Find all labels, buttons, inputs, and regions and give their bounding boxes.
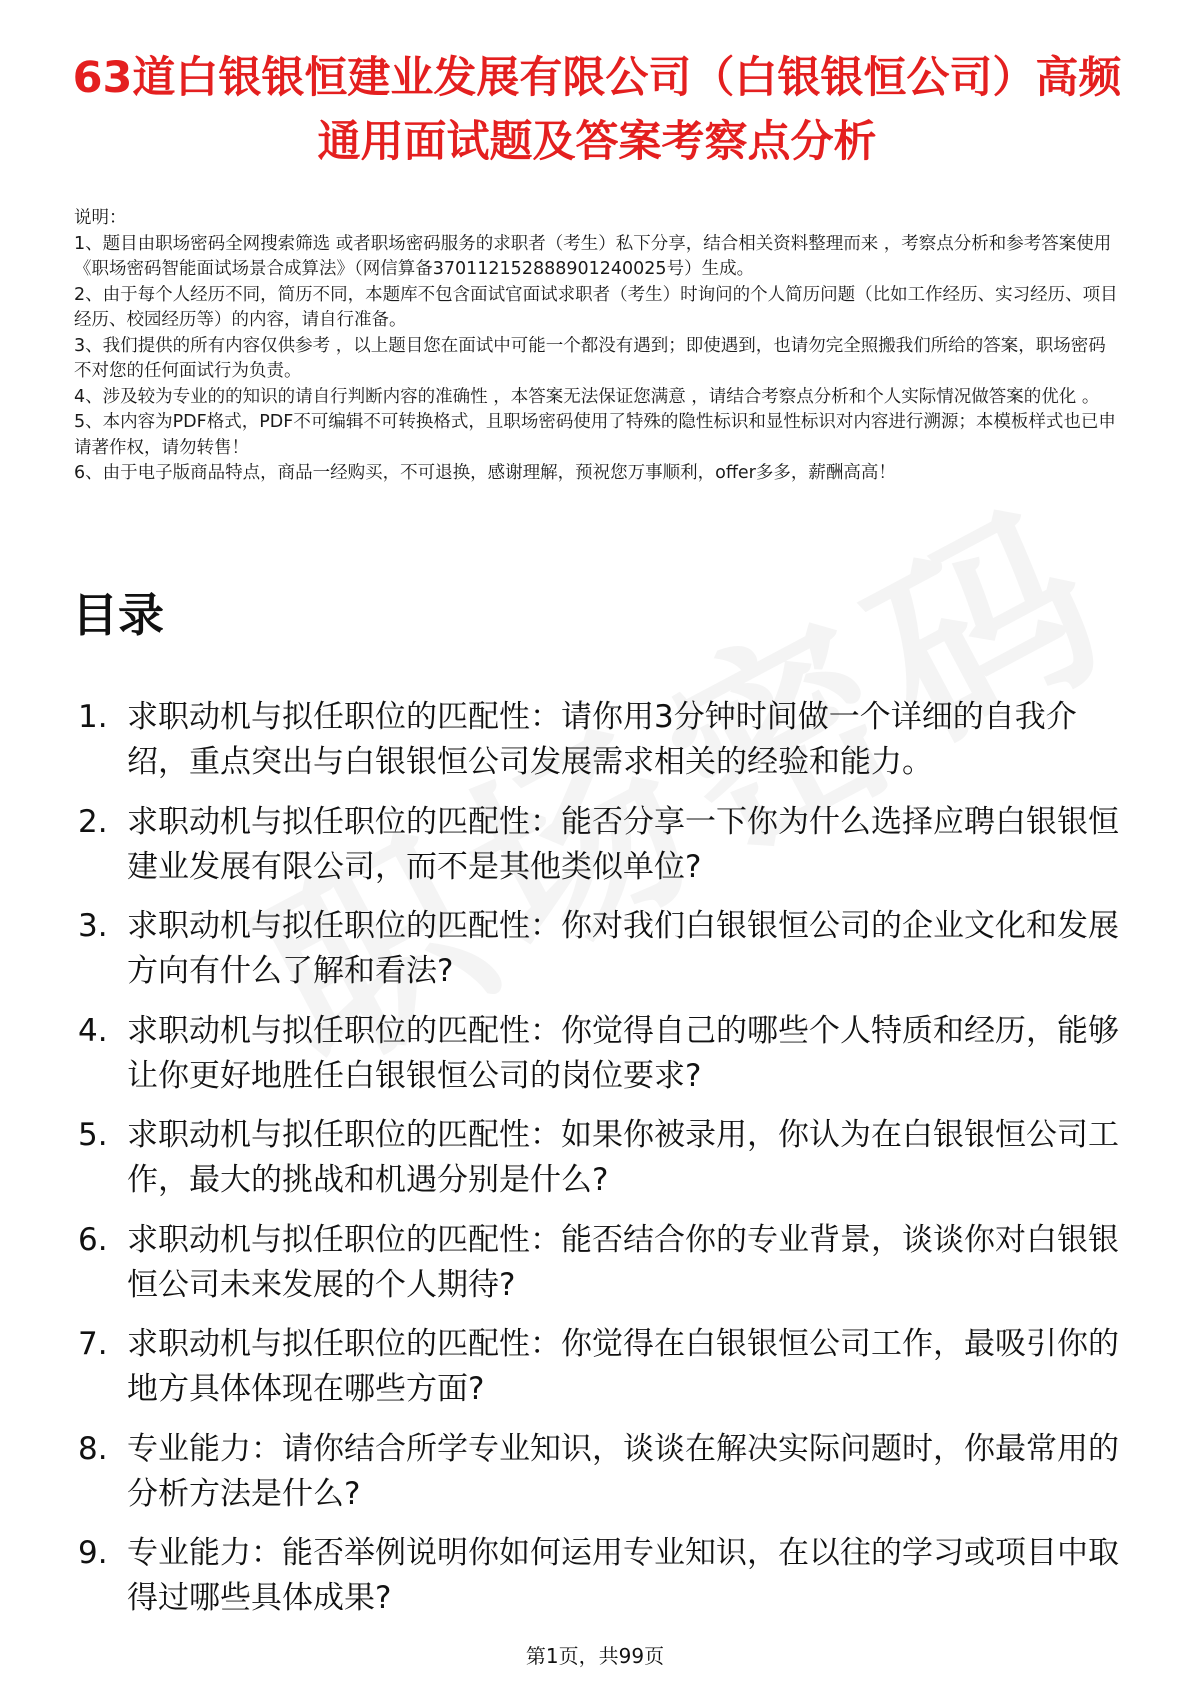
toc-item-number: 3. [78, 908, 108, 944]
toc-item-number: 4. [78, 1012, 108, 1049]
toc-item[interactable] [72, 1531, 1132, 1621]
toc-item-text: 求职动机与拟任职位的匹配性：能否结合你的专业背景，谈谈你对白银银恒公司未来发展的个人期待? [127, 1221, 1119, 1303]
note-item: 3、我们提供的所有内容仅供参考 ，以上题目您在面试中可能一个都没有遇到；即使遇到，也请勿完全照搬我们所给的答案，职场密码不对您的任何面试行为负责。 [74, 335, 1106, 381]
toc-list [72, 695, 1132, 1636]
toc-item-text: 求职动机与拟任职位的匹配性：你觉得自己的哪些个人特质和经历，能够让你更好地胜任白银银恒公司的岗位要求? [127, 1012, 1119, 1094]
document-title: 63道白银银恒建业发展有限公司（白银银恒公司）高频通用面试题及答案考察点分析 [72, 53, 1122, 167]
toc-item-text: 求职动机与拟任职位的匹配性：如果你被录用，你认为在白银银恒公司工作，最大的挑战和机遇分别是什么? [127, 1117, 1119, 1198]
toc-item-number: 9. [78, 1535, 108, 1571]
toc-item-text: 专业能力：能否举例说明你如何运用专业知识，在以往的学习或项目中取得过哪些具体成果? [127, 1535, 1119, 1616]
note-item: 1、题目由职场密码全网搜索筛选 或者职场密码服务的求职者（考生）私下分享，结合相关资料整理而来 ，考察点分析和参考答案使用《职场密码智能面试场景合成算法》（网信算备370112152888901240025号）生成。 [74, 233, 1112, 279]
note-item: 6、由于电子版商品特点，商品一经购买，不可退换，感谢理解，预祝您万事顺利，offer多多，薪酬高高！ [74, 463, 896, 483]
toc-item-number: 6. [78, 1221, 108, 1258]
toc-item-number: 1. [78, 699, 108, 735]
toc-item[interactable] [72, 695, 1132, 785]
toc-item[interactable] [72, 1113, 1132, 1203]
toc-item[interactable] [72, 1009, 1132, 1099]
toc-item-text: 专业能力：请你结合所学专业知识，谈谈在解决实际问题时，你最常用的分析方法是什么? [127, 1430, 1119, 1512]
toc-item-number: 5. [78, 1117, 108, 1153]
notes-section [74, 206, 1120, 487]
notes-heading: 说明： [74, 208, 127, 228]
toc-item-text: 求职动机与拟任职位的匹配性：能否分享一下你为什么选择应聘白银银恒建业发展有限公司，而不是其他类似单位? [127, 803, 1119, 885]
toc-item-text: 求职动机与拟任职位的匹配性：你对我们白银银恒公司的企业文化和发展方向有什么了解和看法? [127, 908, 1119, 989]
note-item: 2、由于每个人经历不同，简历不同，本题库不包含面试官面试求职者（考生）时询问的个人简历问题（比如工作经历、实习经历、项目经历、校园经历等）的内容，请自行准备。 [74, 284, 1118, 330]
note-item: 4、涉及较为专业的的知识的请自行判断内容的准确性 ，本答案无法保证您满意 ，请结合考察点分析和个人实际情况做答案的优化 。 [74, 386, 1100, 407]
toc-item-number: 2. [78, 803, 108, 840]
toc-item[interactable] [72, 1322, 1132, 1412]
toc-item[interactable] [72, 800, 1132, 890]
note-item: 5、本内容为PDF格式，PDF不可编辑不可转换格式，且职场密码使用了特殊的隐性标识和显性标识对内容进行溯源；本模板样式也已申请著作权，请勿转售！ [74, 412, 1116, 458]
toc-item[interactable] [72, 1427, 1132, 1517]
toc-item[interactable] [72, 904, 1132, 994]
toc-item-text: 求职动机与拟任职位的匹配性：请你用3分钟时间做一个详细的自我介绍，重点突出与白银银恒公司发展需求相关的经验和能力。 [127, 699, 1077, 780]
toc-item-text: 求职动机与拟任职位的匹配性：你觉得在白银银恒公司工作，最吸引你的地方具体体现在哪些方面? [127, 1326, 1119, 1407]
toc-heading: 目录 [72, 588, 164, 642]
toc-item-number: 7. [78, 1326, 108, 1362]
page-footer: 第1页，共99页 [525, 1644, 665, 1668]
toc-item[interactable] [72, 1218, 1132, 1308]
toc-item-number: 8. [78, 1430, 108, 1467]
